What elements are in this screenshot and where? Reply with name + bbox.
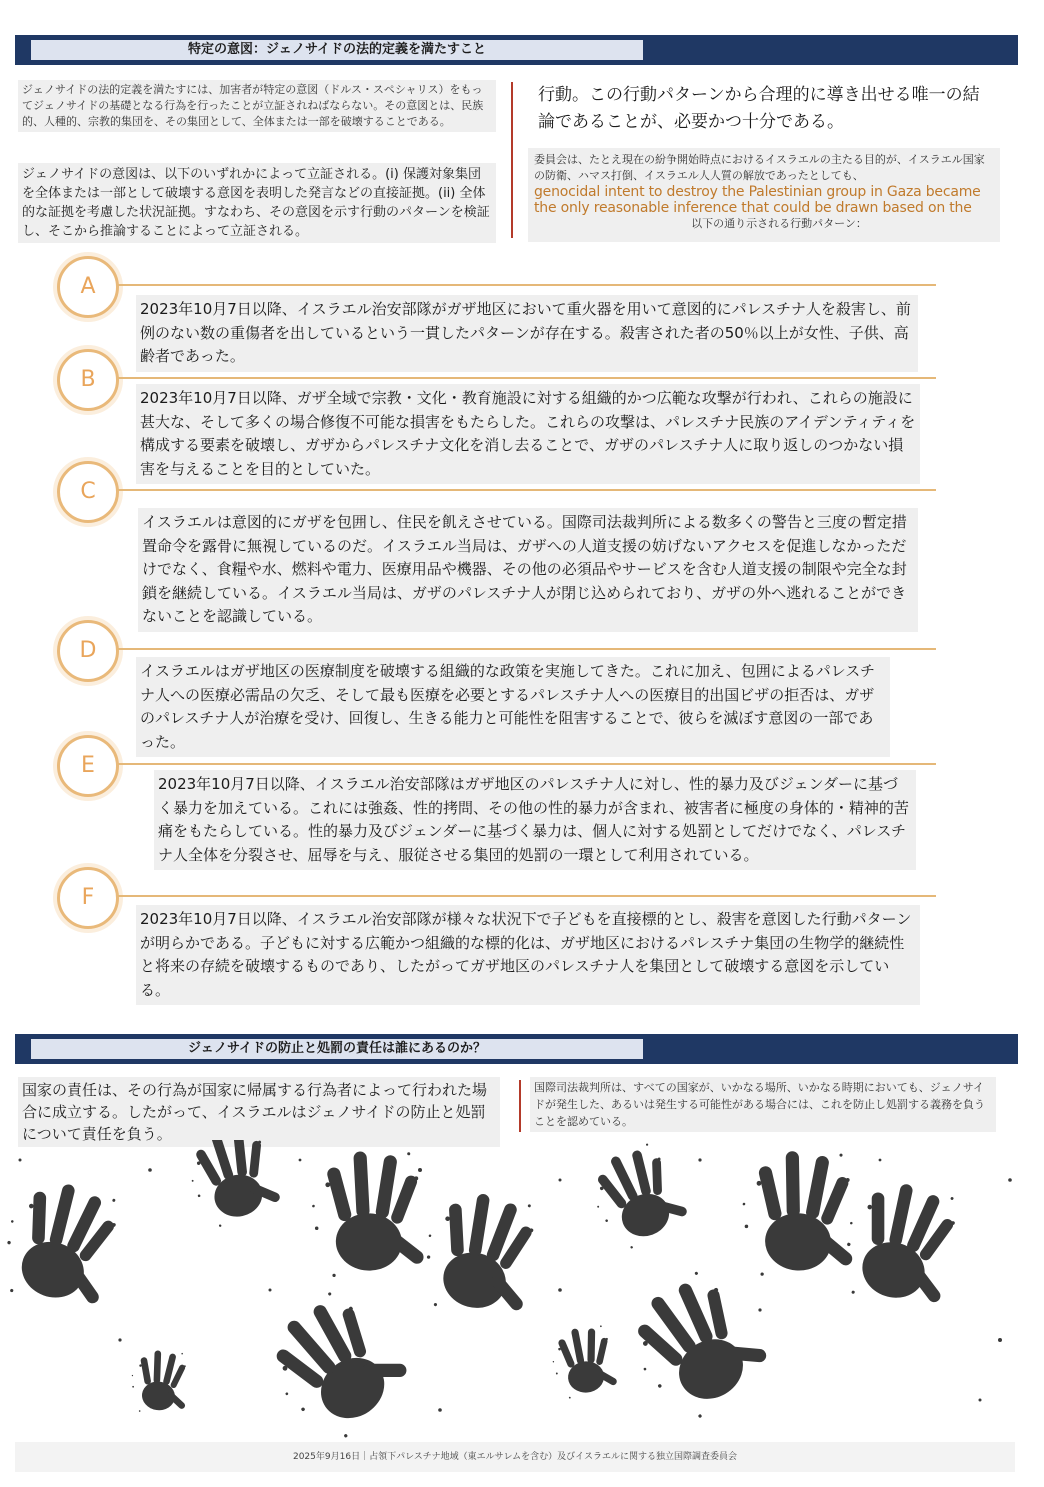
commission-finding-box xyxy=(528,148,1000,242)
handprint-icon xyxy=(737,1145,864,1283)
english-quote-line-2: the only reasonable inference that could be drawn based on the xyxy=(534,200,972,216)
intro-conclusion: 行動。この行動パターンから合理的に導き出せる唯一の結論であることが、必要かつ十分である。 xyxy=(538,85,980,132)
handprint-icon xyxy=(830,1169,974,1320)
handprints-artwork xyxy=(0,1140,1044,1440)
divider-line xyxy=(511,82,513,238)
marker-a-icon: A xyxy=(57,256,119,318)
divider-line xyxy=(519,1080,521,1132)
handprint-icon xyxy=(308,1147,431,1282)
rule-f xyxy=(118,895,936,897)
handprint-icon xyxy=(252,1280,421,1440)
item-f-text: 2023年10月7日以降、イスラエル治安部隊が様々な状況下で子どもを直接標的とし、殺害を意図した行動パターンが明らかである。子どもに対する広範かつ組織的な標的化は、ガザ地区におけるパレスチナ集団の生物学的継続性と将来の存続を破壊するものであり、したがってガザ地区のパレスチナ人を集団として破壊する意図を示している。 xyxy=(136,905,920,1005)
intro-paragraph-2: ジェノサイドの意図は、以下のいずれかによって立証される。(i) 保護対象集団を全体または一部として破壊する意図を表明した発言などの直接証拠。(ii) 全体的な証拠を考慮した状況証拠。すなわち、その意図を示す行動のパターンを検証し、そこから推論することによって立証される。 xyxy=(18,163,496,243)
item-a-text: 2023年10月7日以降、イスラエル治安部隊がガザ地区において重火器を用いて意図的にパレスチナ人を殺害し、前例のない数の重傷者を出しているという一貫したパターンが存在する。殺害された者の50％以上が女性、子供、高齢者であった。 xyxy=(136,295,918,372)
handprint-icon xyxy=(412,1181,551,1328)
item-b-text: 2023年10月7日以降、ガザ全域で宗教・文化・教育施設に対する組織的かつ広範な攻撃が行われ、これらの施設に甚大な、そして多くの場合修復不可能な損害をもたらした。これらの攻撃は、パレスチナ民族のアイデンティティを構成する要素を破壊し、ガザからパレスチナ文化を消し去ることで、ガザのパレスチナ人に取り返しのつかない損害を与えることを目的としていた。 xyxy=(136,384,920,484)
marker-e-icon: E xyxy=(57,735,119,797)
rule-c xyxy=(118,489,936,491)
english-quote-line-1: genocidal intent to destroy the Palestinian group in Gaza became xyxy=(534,184,981,200)
handprint-icon xyxy=(614,1261,779,1431)
marker-d-icon: D xyxy=(57,620,119,682)
item-d-text: イスラエルはガザ地区の医療制度を破壊する組織的な政策を実施してきた。これに加え、包囲によるパレスチナ人への医療必需品の欠乏、そして最も医療を必要とするパレスチナ人への医療目的出国ビザの拒否は、ガザのパレスチナ人が治療を受け、回復し、生きる能力と可能性を阻害することで、彼らを滅ぼす意図の一部であった。 xyxy=(136,657,890,757)
pattern-intro-text: 以下の通り示される行動パターン： xyxy=(691,217,867,230)
section-header-intent xyxy=(15,35,1018,65)
handprint-icon xyxy=(183,1140,285,1231)
state-responsibility-text: 国家の責任は、その行為が国家に帰属する行為者によって行われた場合に成立する。したがって、イスラエルはジェノサイドの防止と処罰について責任を負う。 xyxy=(18,1077,500,1147)
marker-f-icon: F xyxy=(57,867,119,929)
section-title: ジェノサイドの防止と処罰の責任は誰にあるのか？ xyxy=(31,1039,643,1059)
item-c-text: イスラエルは意図的にガザを包囲し、住民を飢えさせている。国際司法裁判所による数多くの警告と三度の暫定措置命令を露骨に無視しているのだ。イスラエル当局は、ガザへの人道支援の妨げないアクセスを促進しなかっただけでなく、食糧や水、燃料や電力、医療用品や機器、その他の必須品やサービスを含む人道支援の制限や完全な封鎖を継続している。イスラエル当局は、ガザのパレスチナ人が閉じ込められており、ガザの外へ逃れることができないことを認識している。 xyxy=(138,508,918,632)
section-title: 特定の意図：ジェノサイドの法的定義を満たすこと xyxy=(31,40,643,60)
section-header-responsibility xyxy=(15,1034,1018,1064)
handprint-icon xyxy=(583,1140,695,1255)
footer-text: 2025年9月16日｜占領下パレスチナ地域（東エルサレムを含む）及びイスラエルに関する独立国際調査委員会 xyxy=(15,1442,1015,1472)
intro-paragraph-1: ジェノサイドの法的定義を満たすには、加害者が特定の意図（ドルス・スペシャリス）をもってジェノサイドの基礎となる行為を行ったことが立証されねばならない。その意図とは、民族的、人種的、宗教的集団を、その集団として、全体または一部を破壊することである。 xyxy=(18,80,496,132)
icj-obligation-text: 国際司法裁判所は、すべての国家が、いかなる場所、いかなる時期においても、ジェノサイドが発生した、あるいは発生する可能性がある場合には、これを防止し処罰する義務を負うことを認めている。 xyxy=(530,1077,996,1132)
marker-b-icon: B xyxy=(57,349,119,411)
rule-e xyxy=(118,763,936,765)
marker-c-icon: C xyxy=(57,461,119,523)
rule-a xyxy=(118,284,936,286)
rule-b xyxy=(118,377,936,379)
rule-d xyxy=(118,648,936,650)
item-e-text: 2023年10月7日以降、イスラエル治安部隊はガザ地区のパレスチナ人に対し、性的暴力及びジェンダーに基づく暴力を加えている。これには強姦、性的拷問、その他の性的暴力が含まれ、被害者に極度の身体的・精神的苦痛をもたらしている。性的暴力及びジェンダーに基づく暴力は、個人に対する処罰としてだけでなく、パレスチナ人全体を分裂させ、屈辱を与え、服従させる集団的処罰の一環として利用されている。 xyxy=(154,770,916,870)
handprint-icon xyxy=(550,1324,619,1399)
commission-finding-text: 委員会は、たとえ現在の紛争開始時点におけるイスラエルの主たる目的が、イスラエル国家の防衛、ハマス打倒、イスラエル人人質の解放であったとしても、 xyxy=(534,153,985,182)
handprint-icon xyxy=(127,1346,194,1418)
handprint-icon xyxy=(0,1168,135,1321)
